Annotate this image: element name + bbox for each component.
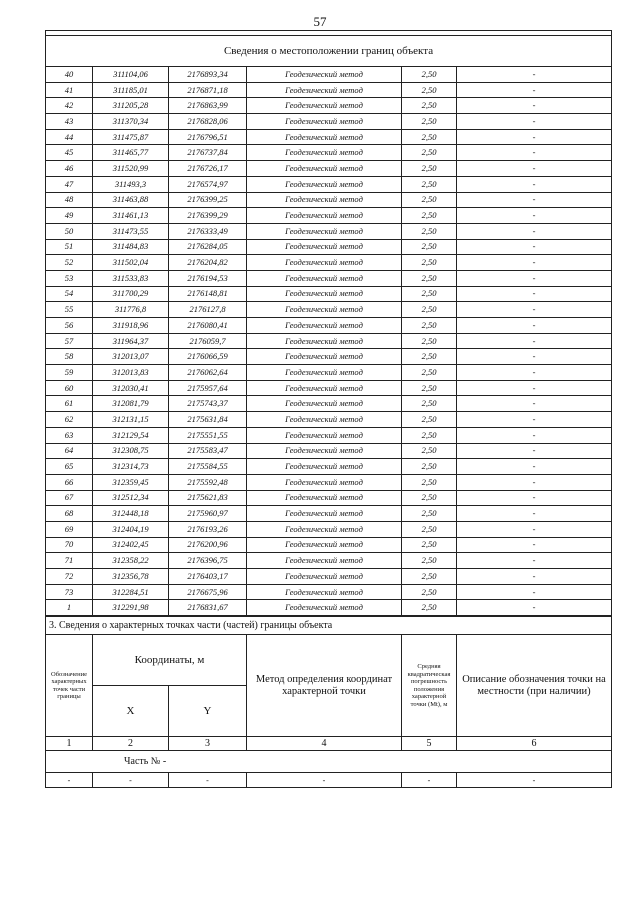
table-row <box>46 98 612 114</box>
table-row <box>46 474 612 490</box>
method: Геодезический метод <box>247 553 402 569</box>
mt-value: 2,50 <box>402 286 457 302</box>
coord-y: 2176737,84 <box>169 145 247 161</box>
mt-value: 2,50 <box>402 521 457 537</box>
coord-y: 2176726,17 <box>169 161 247 177</box>
description: - <box>457 584 612 600</box>
mt-value: 2,50 <box>402 67 457 83</box>
document-sheet <box>45 30 611 788</box>
coord-x: 312030,41 <box>93 380 169 396</box>
table-row <box>46 302 612 318</box>
coord-x: 311918,96 <box>93 318 169 334</box>
table-row <box>46 537 612 553</box>
col-number: 1 <box>46 737 93 751</box>
coord-x: 311533,83 <box>93 270 169 286</box>
method: Геодезический метод <box>247 161 402 177</box>
coord-y: 2176399,29 <box>169 208 247 224</box>
description: - <box>457 223 612 239</box>
method: Геодезический метод <box>247 474 402 490</box>
table-cell: - <box>247 773 402 788</box>
method: Геодезический метод <box>247 443 402 459</box>
mt-value: 2,50 <box>402 145 457 161</box>
point-number: 42 <box>46 98 93 114</box>
coord-x: 311370,34 <box>93 114 169 130</box>
table-row <box>46 506 612 522</box>
method: Геодезический метод <box>247 286 402 302</box>
point-number: 62 <box>46 412 93 428</box>
mt-value: 2,50 <box>402 239 457 255</box>
coord-y: 2176059,7 <box>169 333 247 349</box>
table-row <box>46 412 612 428</box>
method: Геодезический метод <box>247 584 402 600</box>
table-row <box>46 161 612 177</box>
method: Геодезический метод <box>247 521 402 537</box>
mt-value: 2,50 <box>402 490 457 506</box>
col-method-header: Метод определения координат характерной точки <box>247 635 402 737</box>
coord-x: 311493,3 <box>93 176 169 192</box>
method: Геодезический метод <box>247 396 402 412</box>
description: - <box>457 521 612 537</box>
col-x-header: X <box>93 686 169 737</box>
method: Геодезический метод <box>247 506 402 522</box>
description: - <box>457 270 612 286</box>
description: - <box>457 459 612 475</box>
table-row <box>46 67 612 83</box>
table-row <box>46 553 612 569</box>
coord-y: 2176200,96 <box>169 537 247 553</box>
table-row <box>46 208 612 224</box>
table-row <box>46 584 612 600</box>
mt-value: 2,50 <box>402 176 457 192</box>
description: - <box>457 145 612 161</box>
coord-x: 312308,75 <box>93 443 169 459</box>
method: Геодезический метод <box>247 82 402 98</box>
mt-value: 2,50 <box>402 537 457 553</box>
description: - <box>457 239 612 255</box>
coord-x: 312512,34 <box>93 490 169 506</box>
table-row <box>46 318 612 334</box>
description: - <box>457 396 612 412</box>
coord-x: 312314,73 <box>93 459 169 475</box>
page-number: 57 <box>313 14 327 29</box>
col-number: 6 <box>457 737 612 751</box>
description: - <box>457 474 612 490</box>
mt-value: 2,50 <box>402 474 457 490</box>
part-point-row <box>46 773 612 788</box>
description: - <box>457 318 612 334</box>
coord-y: 2176828,06 <box>169 114 247 130</box>
table-row <box>46 114 612 130</box>
coord-x: 312359,45 <box>93 474 169 490</box>
coord-x: 311473,55 <box>93 223 169 239</box>
coord-y: 2175584,55 <box>169 459 247 475</box>
description: - <box>457 208 612 224</box>
coord-y: 2176080,41 <box>169 318 247 334</box>
table-cell: - <box>46 773 93 788</box>
coord-x: 311475,87 <box>93 129 169 145</box>
coord-y: 2176062,64 <box>169 365 247 381</box>
point-number: 53 <box>46 270 93 286</box>
coord-x: 312358,22 <box>93 553 169 569</box>
mt-value: 2,50 <box>402 333 457 349</box>
section3-header-row-1 <box>46 635 612 686</box>
point-number: 41 <box>46 82 93 98</box>
table-row <box>46 365 612 381</box>
coord-y: 2175743,37 <box>169 396 247 412</box>
col-number: 3 <box>169 737 247 751</box>
coord-x: 311185,01 <box>93 82 169 98</box>
coord-x: 312291,98 <box>93 600 169 616</box>
coord-x: 311964,37 <box>93 333 169 349</box>
table-row <box>46 82 612 98</box>
coord-x: 311700,29 <box>93 286 169 302</box>
description: - <box>457 427 612 443</box>
table-row <box>46 569 612 585</box>
method: Геодезический метод <box>247 600 402 616</box>
table-row <box>46 521 612 537</box>
table-row <box>46 349 612 365</box>
point-number: 67 <box>46 490 93 506</box>
point-number: 54 <box>46 286 93 302</box>
part-row <box>46 751 612 773</box>
method: Геодезический метод <box>247 380 402 396</box>
table-row <box>46 270 612 286</box>
description: - <box>457 67 612 83</box>
mt-value: 2,50 <box>402 600 457 616</box>
method: Геодезический метод <box>247 98 402 114</box>
section3-title: 3. Сведения о характерных точках части (частей) границы объекта <box>46 617 612 635</box>
coord-y: 2176333,49 <box>169 223 247 239</box>
point-number: 65 <box>46 459 93 475</box>
col-number: 5 <box>402 737 457 751</box>
column-numbers-row <box>46 737 612 751</box>
mt-value: 2,50 <box>402 553 457 569</box>
point-number: 46 <box>46 161 93 177</box>
table-cell: - <box>457 773 612 788</box>
description: - <box>457 161 612 177</box>
mt-value: 2,50 <box>402 129 457 145</box>
part-label: Часть № - <box>46 751 612 773</box>
description: - <box>457 506 612 522</box>
mt-value: 2,50 <box>402 255 457 271</box>
coord-y: 2175957,64 <box>169 380 247 396</box>
description: - <box>457 349 612 365</box>
coord-x: 311465,77 <box>93 145 169 161</box>
mt-value: 2,50 <box>402 506 457 522</box>
mt-value: 2,50 <box>402 270 457 286</box>
section-header: Сведения о местоположении границ объекта <box>46 36 612 67</box>
point-number: 44 <box>46 129 93 145</box>
point-number: 59 <box>46 365 93 381</box>
description: - <box>457 176 612 192</box>
description: - <box>457 129 612 145</box>
col-point-header: Обозначение характерных точек части границы <box>46 635 93 737</box>
table-cell: - <box>169 773 247 788</box>
coord-y: 2176893,34 <box>169 67 247 83</box>
table-row <box>46 239 612 255</box>
mt-value: 2,50 <box>402 302 457 318</box>
coord-y: 2175583,47 <box>169 443 247 459</box>
mt-value: 2,50 <box>402 208 457 224</box>
table-row <box>46 490 612 506</box>
description: - <box>457 380 612 396</box>
coord-y: 2176796,51 <box>169 129 247 145</box>
coord-y: 2175960,97 <box>169 506 247 522</box>
table-row <box>46 427 612 443</box>
point-number: 48 <box>46 192 93 208</box>
coord-x: 311776,8 <box>93 302 169 318</box>
method: Геодезический метод <box>247 349 402 365</box>
description: - <box>457 600 612 616</box>
coord-y: 2176148,81 <box>169 286 247 302</box>
coord-x: 312356,78 <box>93 569 169 585</box>
method: Геодезический метод <box>247 427 402 443</box>
mt-value: 2,50 <box>402 427 457 443</box>
description: - <box>457 192 612 208</box>
col-desc-header: Описание обозначения точки на местности (при наличии) <box>457 635 612 737</box>
mt-value: 2,50 <box>402 161 457 177</box>
coord-y: 2175631,84 <box>169 412 247 428</box>
point-number: 50 <box>46 223 93 239</box>
coord-x: 312129,54 <box>93 427 169 443</box>
point-number: 51 <box>46 239 93 255</box>
coord-y: 2176403,17 <box>169 569 247 585</box>
description: - <box>457 114 612 130</box>
coord-x: 312284,51 <box>93 584 169 600</box>
point-number: 40 <box>46 67 93 83</box>
coord-x: 312404,19 <box>93 521 169 537</box>
coord-x: 312013,83 <box>93 365 169 381</box>
point-number: 60 <box>46 380 93 396</box>
table-row <box>46 333 612 349</box>
description: - <box>457 286 612 302</box>
method: Геодезический метод <box>247 537 402 553</box>
point-number: 68 <box>46 506 93 522</box>
coord-x: 311461,13 <box>93 208 169 224</box>
method: Геодезический метод <box>247 412 402 428</box>
description: - <box>457 255 612 271</box>
table-row <box>46 443 612 459</box>
point-number: 55 <box>46 302 93 318</box>
point-number: 52 <box>46 255 93 271</box>
col-coords-header: Координаты, м <box>93 635 247 686</box>
mt-value: 2,50 <box>402 349 457 365</box>
mt-value: 2,50 <box>402 396 457 412</box>
point-number: 64 <box>46 443 93 459</box>
coord-y: 2175621,83 <box>169 490 247 506</box>
point-number: 69 <box>46 521 93 537</box>
method: Геодезический метод <box>247 223 402 239</box>
table-row <box>46 223 612 239</box>
mt-value: 2,50 <box>402 584 457 600</box>
mt-value: 2,50 <box>402 98 457 114</box>
table-row <box>46 396 612 412</box>
point-number: 61 <box>46 396 93 412</box>
table-row <box>46 176 612 192</box>
method: Геодезический метод <box>247 302 402 318</box>
boundary-points-table <box>45 30 612 616</box>
coord-y: 2175551,55 <box>169 427 247 443</box>
section3-title-row <box>46 617 612 635</box>
coord-y: 2176127,8 <box>169 302 247 318</box>
mt-value: 2,50 <box>402 380 457 396</box>
mt-value: 2,50 <box>402 569 457 585</box>
point-number: 71 <box>46 553 93 569</box>
description: - <box>457 490 612 506</box>
table-row <box>46 380 612 396</box>
coord-x: 312013,07 <box>93 349 169 365</box>
col-number: 2 <box>93 737 169 751</box>
description: - <box>457 443 612 459</box>
section-header-row <box>46 36 612 67</box>
coord-y: 2176399,25 <box>169 192 247 208</box>
coord-y: 2176863,99 <box>169 98 247 114</box>
point-number: 73 <box>46 584 93 600</box>
method: Геодезический метод <box>247 176 402 192</box>
mt-value: 2,50 <box>402 318 457 334</box>
table-row <box>46 600 612 616</box>
coord-y: 2176831,67 <box>169 600 247 616</box>
table-row <box>46 145 612 161</box>
point-number: 43 <box>46 114 93 130</box>
description: - <box>457 412 612 428</box>
mt-value: 2,50 <box>402 459 457 475</box>
description: - <box>457 302 612 318</box>
coord-x: 311502,04 <box>93 255 169 271</box>
coord-y: 2176574,97 <box>169 176 247 192</box>
coord-y: 2176066,59 <box>169 349 247 365</box>
table-cell: - <box>93 773 169 788</box>
table-row <box>46 459 612 475</box>
coord-y: 2176284,05 <box>169 239 247 255</box>
coord-x: 311484,83 <box>93 239 169 255</box>
method: Геодезический метод <box>247 490 402 506</box>
method: Геодезический метод <box>247 67 402 83</box>
coord-y: 2176396,75 <box>169 553 247 569</box>
mt-value: 2,50 <box>402 114 457 130</box>
method: Геодезический метод <box>247 208 402 224</box>
method: Геодезический метод <box>247 318 402 334</box>
method: Геодезический метод <box>247 459 402 475</box>
description: - <box>457 333 612 349</box>
description: - <box>457 98 612 114</box>
method: Геодезический метод <box>247 333 402 349</box>
part-points-table <box>45 616 612 788</box>
mt-value: 2,50 <box>402 365 457 381</box>
method: Геодезический метод <box>247 192 402 208</box>
coord-x: 311104,06 <box>93 67 169 83</box>
point-number: 47 <box>46 176 93 192</box>
coord-x: 312402,45 <box>93 537 169 553</box>
coord-y: 2176204,82 <box>169 255 247 271</box>
coord-y: 2176194,53 <box>169 270 247 286</box>
col-y-header: Y <box>169 686 247 737</box>
coord-y: 2176193,26 <box>169 521 247 537</box>
coord-y: 2176675,96 <box>169 584 247 600</box>
method: Геодезический метод <box>247 145 402 161</box>
point-number: 58 <box>46 349 93 365</box>
point-number: 66 <box>46 474 93 490</box>
table-row <box>46 129 612 145</box>
coord-x: 311520,99 <box>93 161 169 177</box>
point-number: 63 <box>46 427 93 443</box>
mt-value: 2,50 <box>402 82 457 98</box>
description: - <box>457 569 612 585</box>
method: Геодезический метод <box>247 569 402 585</box>
description: - <box>457 82 612 98</box>
coord-y: 2175592,48 <box>169 474 247 490</box>
table-row <box>46 192 612 208</box>
coord-x: 312081,79 <box>93 396 169 412</box>
col-mt-header: Средняя квадратическая погрешность положения характерной точки (Mt), м <box>402 635 457 737</box>
col-number: 4 <box>247 737 402 751</box>
point-number: 56 <box>46 318 93 334</box>
point-number: 57 <box>46 333 93 349</box>
method: Геодезический метод <box>247 239 402 255</box>
method: Геодезический метод <box>247 365 402 381</box>
method: Геодезический метод <box>247 129 402 145</box>
point-number: 45 <box>46 145 93 161</box>
point-number: 49 <box>46 208 93 224</box>
point-number: 70 <box>46 537 93 553</box>
mt-value: 2,50 <box>402 192 457 208</box>
description: - <box>457 365 612 381</box>
table-cell: - <box>402 773 457 788</box>
coord-y: 2176871,18 <box>169 82 247 98</box>
table-row <box>46 286 612 302</box>
point-number: 72 <box>46 569 93 585</box>
coord-x: 311463,88 <box>93 192 169 208</box>
method: Геодезический метод <box>247 114 402 130</box>
method: Геодезический метод <box>247 270 402 286</box>
mt-value: 2,50 <box>402 443 457 459</box>
description: - <box>457 537 612 553</box>
mt-value: 2,50 <box>402 223 457 239</box>
point-number: 1 <box>46 600 93 616</box>
method: Геодезический метод <box>247 255 402 271</box>
table-row <box>46 255 612 271</box>
description: - <box>457 553 612 569</box>
coord-x: 311205,28 <box>93 98 169 114</box>
coord-x: 312448,18 <box>93 506 169 522</box>
coord-x: 312131,15 <box>93 412 169 428</box>
mt-value: 2,50 <box>402 412 457 428</box>
